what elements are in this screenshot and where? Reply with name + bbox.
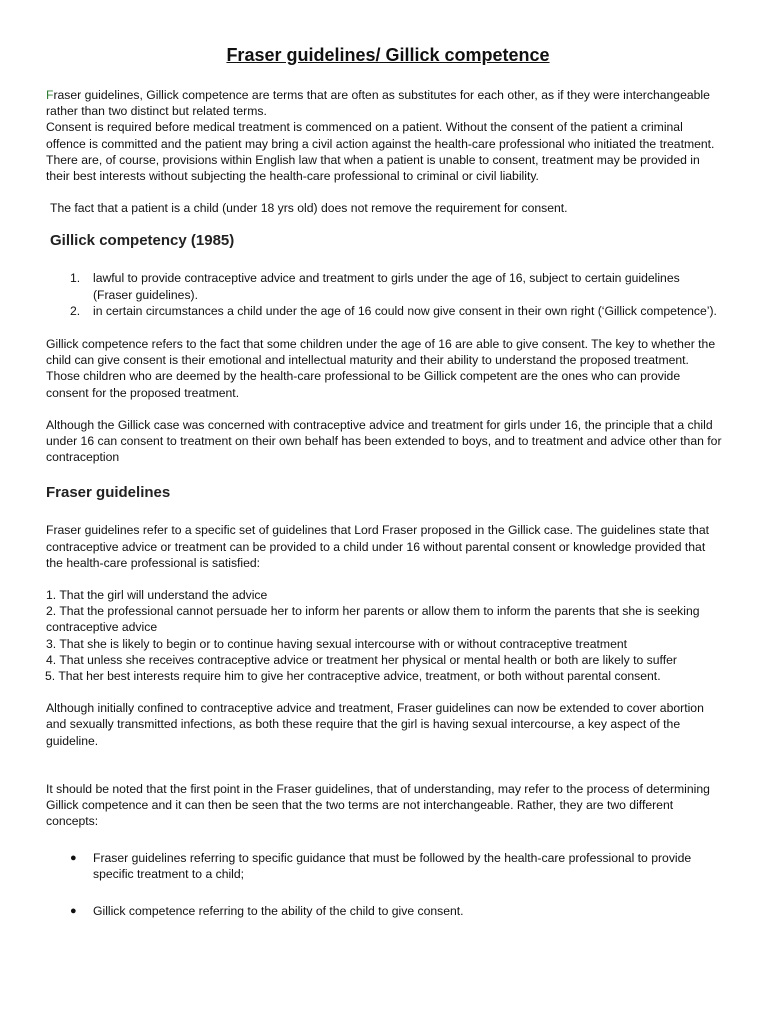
list-item-text: Gillick competence referring to the ability of the child to give consent. bbox=[93, 903, 464, 918]
gillick-paragraph-1: Gillick competence refers to the fact that some children under the age of 16 are able to give consent. The key to whether the child can give consent is their emotional and intellectual maturity and their ability to understand the proposed treatment. Those children who are deemed by the health-care professional to be Gillick competent are the ones who can provide consent for the proposed treatment. bbox=[46, 337, 716, 400]
gillick-heading: Gillick competency (1985) bbox=[50, 232, 235, 250]
fraser-paragraph-3: It should be noted that the first point in the Fraser guidelines, that of understanding, may refer to the process of determining Gillick competence and it can then be seen that the two terms are not interchangeable. Rather, they are two different concepts: bbox=[46, 781, 710, 829]
document-title: Fraser guidelines/ Gillick competence bbox=[226, 45, 550, 65]
intro-paragraph-1-text: raser guidelines, Gillick competence are terms that are often as substitutes for each other, as if they were interchangeable rather than two distinct but related terms. bbox=[46, 88, 710, 119]
list-item-number: 1. bbox=[70, 271, 81, 286]
intro-paragraph-2: Consent is required before medical treatment is commenced on a patient. Without the consent of the patient a criminal offence is committed and the patient may bring a civil action against the health-care professional who initiated the treatment. There are, of course, provisions within English law that when a patient is unable to consent, treatment may be provided in their best interests without subjecting the health-care professional to criminal or civil liability. bbox=[46, 120, 715, 184]
fraser-heading: Fraser guidelines bbox=[46, 484, 171, 502]
list-item bbox=[70, 303, 722, 319]
list-item bbox=[70, 850, 722, 882]
fraser-point: 4. That unless she receives contraceptive advice or treatment her physical or mental health or both are likely to suffer bbox=[46, 652, 677, 667]
fraser-point: 3. That she is likely to begin or to continue having sexual intercourse with or without contraceptive treatment bbox=[46, 636, 628, 651]
bullet-icon: ● bbox=[70, 851, 77, 864]
fraser-paragraph-2: Although initially confined to contraceptive advice and treatment, Fraser guidelines can now be extended to cover abortion and sexually transmitted infections, as both these require that the girl is having sexual intercourse, a key aspect of the guideline. bbox=[46, 701, 704, 748]
fraser-paragraph-1: Fraser guidelines refer to a specific set of guidelines that Lord Fraser proposed in the Gillick case. The guidelines state that contraceptive advice or treatment can be provided to a child under 16 without parental consent or knowledge provided that the health-care professional is satisfied: bbox=[46, 523, 709, 570]
gillick-paragraph-2: Although the Gillick case was concerned with contraceptive advice and treatment for girls under 16, the principle that a child under 16 can consent to treatment on their own behalf has been extended to boys, and to treatment and advice other than for contraception bbox=[46, 417, 722, 465]
list-item-text: in certain circumstances a child under the age of 16 could now give consent in their own right (‘Gillick competence’). bbox=[93, 303, 717, 318]
fraser-point: 2. That the professional cannot persuade her to inform her parents or allow them to inform the parents that she is seeking contraceptive advice bbox=[46, 604, 700, 635]
fraser-point: 1. That the girl will understand the advice bbox=[46, 588, 268, 603]
fraser-points-list bbox=[46, 587, 722, 684]
list-item bbox=[70, 270, 722, 302]
bullet-icon: ● bbox=[70, 904, 77, 917]
intro-paragraph-1 bbox=[46, 87, 722, 119]
list-item bbox=[70, 903, 722, 919]
intro-paragraph-3: The fact that a patient is a child (under 18 yrs old) does not remove the requirement for consent. bbox=[50, 201, 568, 216]
concepts-list bbox=[46, 850, 722, 920]
list-item-text: lawful to provide contraceptive advice and treatment to girls under the age of 16, subject to certain guidelines (Fraser guidelines). bbox=[93, 271, 680, 302]
list-item-text: Fraser guidelines referring to specific guidance that must be followed by the health-care professional to provide specific treatment to a child; bbox=[93, 850, 692, 881]
fraser-point: 5. That her best interests require him to give her contraceptive advice, treatment, or both without parental consent. bbox=[45, 669, 661, 684]
intro-first-letter: F bbox=[46, 88, 54, 102]
list-item-number: 2. bbox=[70, 303, 81, 318]
gillick-list bbox=[46, 270, 722, 319]
